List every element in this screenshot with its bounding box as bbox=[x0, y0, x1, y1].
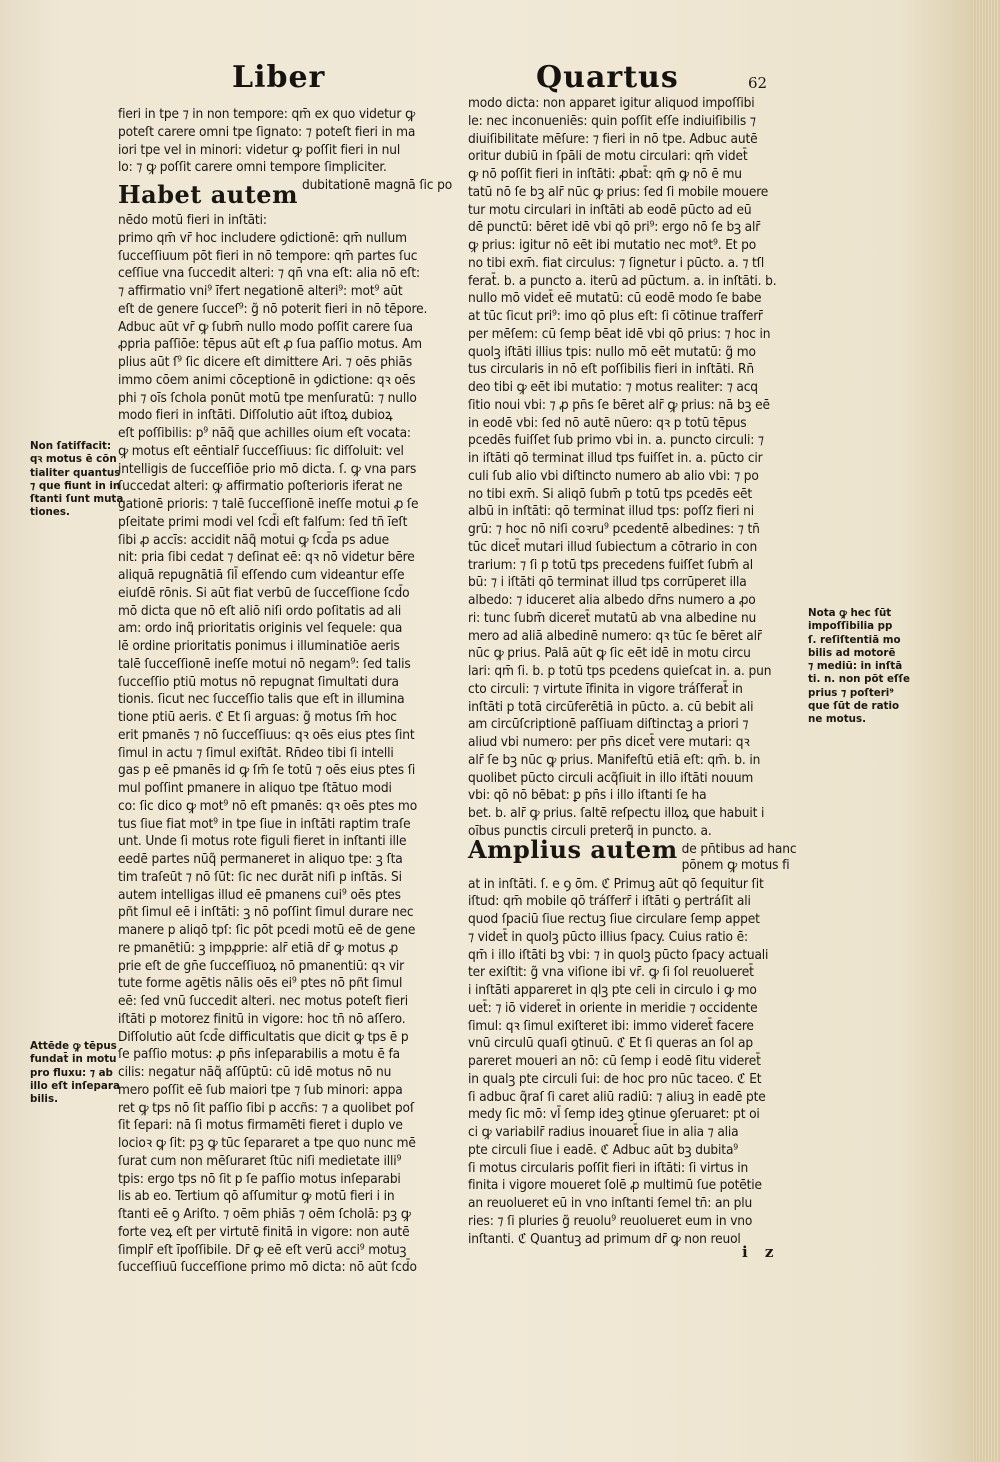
text-line: bū: ⁊ i iſtāti qō terminat illud tps corrūperet illa bbox=[468, 574, 747, 591]
text-line: re pmanētiū: ꝫ impꝓprie: alr̄ etiā dr̄ ꝙ motus ꝓ bbox=[118, 939, 399, 956]
text-line: in eodē vbi: ſed nō autē nūero: qꝛ p totū tēpus bbox=[468, 414, 747, 431]
text-line: at in inſtāti. ſ. e ꝯ ōm. ℭ Primuꝫ aūt qō ſequitur ſit bbox=[468, 875, 764, 892]
text-line: culi ſub alio vbi diſtincto numero ab alio vbi: ⁊ po bbox=[468, 467, 759, 484]
text-line: manere p aliqō tpſ: ſic pōt pcedi motū eē de gene bbox=[118, 922, 416, 938]
margin-note-line: que ſūt de ratio bbox=[808, 700, 900, 713]
text-line: uet̄: ⁊ iō videret̄ in oriente in meridie ⁊ occidente bbox=[468, 999, 758, 1016]
text-line: aliud vbi numero: per pn̄s dicet̄ vere mutari: qꝛ bbox=[468, 734, 750, 750]
text-line: eſt de genere ſucceſ⁹: g̃ nō poterit fieri in nō tēpore. bbox=[118, 300, 428, 317]
text-line: pſeitate primi modi vel ſcd̄i eſt falſum: ſed tn̄ īeſt bbox=[118, 513, 408, 530]
folio-number: 62 bbox=[748, 74, 768, 92]
signature-mark: i z bbox=[742, 1243, 780, 1261]
text-line: modo dicta: non apparet igitur aliquod impoſſibi bbox=[468, 95, 755, 111]
text-line: am circūſcriptionē paſſiuam diſtinctaꝫ a priori ⁊ bbox=[468, 716, 749, 733]
text-line: vnū circulū quaſi ꝯtinuū. ℭ Et ſi queras an ſol ap bbox=[468, 1035, 754, 1052]
text-line: nit: pria ſibi cedat ⁊ deſinat eē: qꝛ nō videtur bēre bbox=[118, 549, 415, 566]
text-line: ſucceſſio ptiū motus nō repugnat ſimultati dura bbox=[118, 673, 399, 690]
text-line: eē: ſed vnū ſuccedit alteri. nec motus poteſt fieri bbox=[118, 993, 409, 1009]
text-line: tute forme agētis nālis oēs ei⁹ ptes nō pñt ſimul bbox=[118, 975, 403, 992]
initial-heading-tail: pōnem ꝙ motus fi bbox=[681, 856, 790, 873]
right-text-column bbox=[468, 95, 803, 1248]
text-line: gationē prioris: ⁊ talē ſucceſſionē ineſſe motui ꝓ ſe bbox=[118, 496, 419, 512]
text-line: plius aūt ſ⁹ ſic dicere eſt dimittere Ari. ⁊ oēs phiās bbox=[118, 354, 413, 370]
text-line: nūc ꝙ prius. Palā aūt ꝙ ſic eēt idē in motu circu bbox=[468, 645, 751, 662]
margin-note-line: ti. n. non pōt eſſe bbox=[808, 673, 910, 686]
text-line: iſtud: qm̄ mobile qō tráſferr̄ i iſtāti ꝯ pertráſit ali bbox=[468, 893, 751, 910]
margin-note-line: pro fluxu: ⁊ ab bbox=[30, 1066, 113, 1079]
text-line: tionis. ſicut nec ſucceſſio talis que eſt in illumina bbox=[118, 691, 405, 708]
initial-heading-line bbox=[118, 177, 453, 212]
margin-note-line: ⁊ mediū: in inſtā bbox=[808, 660, 903, 673]
margin-note-line: impoſſibilia pp bbox=[808, 620, 893, 633]
text-line: per mēſem: cū ſemp bēat idē vbi qō prius: ⁊ hoc in bbox=[468, 325, 771, 342]
margin-note-line: tialiter quantus bbox=[30, 466, 121, 479]
margin-note-line: Nota ꝙ hec ſūt bbox=[808, 607, 892, 619]
margin-note-line: bilis. bbox=[30, 1093, 58, 1106]
margin-note-line: tiones. bbox=[30, 506, 70, 519]
text-line: ꝓpria paſſiōe: tēpus aūt eſt ꝓ ſua paſſio motus. Am bbox=[118, 336, 422, 353]
text-line: mō dicta que nō eſt aliō niſi ordo poſitatis ad ali bbox=[118, 602, 402, 619]
text-line: oībus punctis circuli preterq̃ in puncto. a. bbox=[468, 822, 712, 839]
text-line: iſtāti p motorez finitū in vigore: hoc tn̄ nō aſſero. bbox=[118, 1010, 406, 1027]
text-line: ceſſiue vna ſuccedit alteri: ⁊ qn̄ vna eſt: alia nō eſt: bbox=[118, 265, 420, 282]
margin-note-line: Non ſatiſfacit: bbox=[30, 440, 112, 452]
text-line: an reuolueret eū in vno inſtanti ſemel tn̄: an plu bbox=[468, 1195, 753, 1211]
text-line: quolibet pūcto circuli acq̃ſiuit in illo iſtāti nouum bbox=[468, 769, 754, 786]
text-line: bet. b. alr̄ ꝙ prius. ſaltē reſpectu illoꝝ que habuit i bbox=[468, 805, 765, 821]
text-line: ꝙ prius: igitur nō eēt ibi mutatio nec mot⁹. Et po bbox=[468, 237, 757, 253]
text-line: ferat̄. b. a puncto a. iterū ad pūctum. a. in inſtāti. b. bbox=[468, 272, 777, 289]
text-line: tione ptiū aeris. ℭ Et ſi arguas: g̃ motus ſm̄ hoc bbox=[118, 709, 397, 725]
text-line: at tūc ſicut pri⁹: imo qō plus eſt: ſi cōtinue traſferr̄ bbox=[468, 308, 763, 324]
text-line: pte circuli ſiue i eadē. ℭ Adbuc aūt bꝫ dubita⁹ bbox=[468, 1141, 739, 1158]
margin-note-line: ne motus. bbox=[808, 713, 866, 726]
text-line: ſurat cum non mēſuraret ſtūc niſi medietate illi⁹ bbox=[118, 1152, 402, 1169]
text-line: mero poſſit eē ſub maiori tpe ⁊ ſub minori: appa bbox=[118, 1081, 403, 1098]
text-line: medy ſic mō: vl̄ ſemp ideꝫ ꝯtinue ꝯſeruaret: pt oi bbox=[468, 1106, 760, 1123]
margin-note-right bbox=[808, 607, 910, 727]
margin-note-left-top bbox=[30, 440, 123, 520]
text-line: ſimul in actu ⁊ ſimul exiſtāt. Rn̄deo tibi ſi intelli bbox=[118, 744, 394, 761]
text-line: ſuccedat alteri: ꝙ affirmatio poſterioris iferat ne bbox=[118, 478, 403, 495]
text-line: ⁊ videt̄ in quolꝫ pūcto illius ſpacy. Cuius ratio ē: bbox=[468, 928, 748, 945]
text-line: ſit ſepari: nā ſi motus firmamēti fieret i duplo ve bbox=[118, 1117, 403, 1134]
text-line: ret ꝙ tps nō ſit paſſio ſibi p accñs: ⁊ a quolibet poſ bbox=[118, 1099, 414, 1116]
text-line: eſt poſſibilis: p⁹ nāq̃ que achilles oium eſt vocata: bbox=[118, 425, 411, 441]
text-line: ries: ⁊ ſi pluries g̃ reuolu⁹ reuolueret eum in vno bbox=[468, 1212, 753, 1229]
text-line: lari: qm̄ ſi. b. p totū tps pcedens quieſcat in. a. pun bbox=[468, 663, 772, 679]
text-line: tūc dicet̄ mutari illud ſubiectum a cōtrario in con bbox=[468, 538, 758, 555]
text-line: cilis: negatur nāq̃ aſſūptū: cū idē motus nō nu bbox=[118, 1064, 392, 1080]
margin-note-line: ⁊ que fiunt in in bbox=[30, 479, 121, 492]
text-line: quolꝫ iſtāti illius tpis: nullo mō eēt mutatū: g̃ mo bbox=[468, 343, 756, 360]
text-line: ſe paſſio motus: ꝓ pn̄s inſeparabilis a motu ē fa bbox=[118, 1046, 400, 1063]
margin-note-line: prius ⁊ poſteri⁹ bbox=[808, 686, 894, 699]
text-line: inſtāti p totā circūferētiā in pūcto. a. cū bebit ali bbox=[468, 698, 754, 715]
text-line: fieri in tpe ⁊ in non tempore: qm̄ ex quo videtur ꝙ bbox=[118, 106, 416, 122]
text-line: tim traſeūt ⁊ nō ſūt: ſic nec durāt niſi p inſtās. Si bbox=[118, 868, 402, 885]
text-line: forte veꝝ eſt per virtutē finitā in vigore: non autē bbox=[118, 1223, 410, 1240]
running-head-left: Liber bbox=[232, 60, 326, 95]
initial-heading-tail: de pn̄tibus ad hanc bbox=[681, 840, 797, 857]
margin-note-line: qꝛ motus ē cōn bbox=[30, 453, 117, 466]
text-line: ꝙ nō poſſit fieri in inſtāti: ꝓbat̄: qm̄ ꝙ nō ē mu bbox=[468, 166, 742, 182]
text-line: qm̄ i illo iſtāti bꝫ vbi: ⁊ in quolꝫ pūcto ſpacy actuali bbox=[468, 946, 769, 963]
text-line: ſi adbuc q̃raſ ſi caret aliū radiū: ⁊ aliuꝫ in eadē pte bbox=[468, 1088, 766, 1105]
text-line: Adbuc aūt vr̄ ꝙ ſubm̄ nullo modo poſſit carere ſua bbox=[118, 318, 413, 335]
text-line: quod ſpaciū ſiue rectuꝫ ſiue circulare ſemp appet bbox=[468, 911, 760, 927]
text-line: deo tibi ꝙ eēt ibi mutatio: ⁊ motus realiter: ⁊ acq bbox=[468, 379, 758, 395]
text-line: ter exiſtit: g̃ vna viſione ibi vr̄. ꝙ ſi ſol reuolueret̄ bbox=[468, 964, 754, 981]
text-line: finita i vigore moueret ſolē ꝓ multimū ſue potētie bbox=[468, 1177, 762, 1194]
text-line: iori tpe vel in minori: videtur ꝙ poſſit fieri in nul bbox=[118, 141, 401, 158]
text-line: pñt ſimul eē i inſtāti: ꝫ nō poſſint ſimul durare nec bbox=[118, 904, 414, 921]
margin-note-line: fundat̄ in motu bbox=[30, 1053, 117, 1066]
margin-note-line: ſ. reſiſtentiā mo bbox=[808, 633, 901, 646]
text-line: erit pmanēs ⁊ nō ſucceſſiuus: qꝛ oēs eius ptes ſint bbox=[118, 726, 415, 743]
text-line: phi ⁊ oīs ſchola ponūt motū tpe menſuratū: ⁊ nullo bbox=[118, 389, 417, 406]
text-line: talē ſucceſſionē ineſſe motui nō negam⁹: ſed talis bbox=[118, 655, 411, 672]
text-line: tatū nō ſe bꝫ alr̄ nūc ꝙ prius: ſed ſi mobile mouere bbox=[468, 183, 769, 200]
initial-heading: Habet autem bbox=[118, 180, 298, 209]
text-line: nullo mō videt̄ eē mutatū: cū eodē modo ſe babe bbox=[468, 290, 762, 307]
text-line: cto circuli: ⁊ virtute īfinita in vigore tráſferat̄ in bbox=[468, 680, 743, 697]
text-line: in qualꝫ pte circuli ſui: de hoc pro nūc taceo. ℭ Et bbox=[468, 1070, 762, 1087]
text-line: ſimplr̄ eſt īpoſſibile. Dr̄ ꝙ eē eſt verū acci⁹ motuꝫ bbox=[118, 1241, 407, 1258]
text-line: autem intelligas illud eē pmanens cui⁹ oēs ptes bbox=[118, 886, 401, 903]
text-line: co: ſic dico ꝙ mot⁹ nō eſt pmanēs: qꝛ oēs ptes mo bbox=[118, 797, 418, 814]
text-line: in iſtāti qō terminat illud tps fuiſſet in. a. pūcto cir bbox=[468, 450, 763, 466]
text-line: ſitio noui vbi: ⁊ ꝓ pn̄s ſe bēret alr̄ ꝙ prius: nā bꝫ eē bbox=[468, 396, 770, 413]
running-head-right: Quartus bbox=[536, 60, 679, 95]
text-line: no tibi exm̄. Si aliqō ſubm̄ p totū tps pcedēs eēt bbox=[468, 485, 753, 502]
text-line: ſtanti eē ꝯ Ariſto. ⁊ oēm phiās ⁊ oēm ſcholā: pꝫ ꝙ bbox=[118, 1206, 411, 1222]
text-line: vbi: qō nō bēbat: ꝑ pn̄s i illo iſtanti ſe ha bbox=[468, 787, 707, 804]
text-line: gas p eē pmanēs id ꝙ ſm̄ ſe totū ⁊ oēs eius ptes ſi bbox=[118, 762, 416, 779]
text-line: le: nec inconueniēs: quin poſſit eſſe indiuiſibilis ⁊ bbox=[468, 112, 756, 129]
text-line: immo cōem animi cōceptionē in ꝯdictione: qꝛ oēs bbox=[118, 371, 416, 388]
text-line: unt. Unde ſi motus rote figuli fieret in inſtanti ille bbox=[118, 833, 407, 850]
text-line: primo qm̄ vr̄ hoc includere ꝯdictionē: qm̄ nullum bbox=[118, 229, 407, 246]
text-line: tus circularis in nō eſt poſſibilis fieri in inſtāti. Rn̄ bbox=[468, 361, 754, 378]
text-line: ꝙ motus eſt eēntialr̄ ſucceſſiuus: ſic diſſoluit: vel bbox=[118, 442, 404, 459]
text-line: pareret moueri an nō: cū ſemp i eodē ſitu videret̄ bbox=[468, 1053, 761, 1069]
text-line: modo fieri in inſtāti. Diſſolutio aūt iſtoꝝ dubioꝝ bbox=[118, 407, 393, 424]
text-line: diuiſibilitate mēſure: ⁊ fieri in nō tpe. Adbuc autē bbox=[468, 130, 758, 147]
text-line: mero ad aliā albedinē numero: qꝛ tūc ſe bēret alr̄ bbox=[468, 627, 762, 644]
text-line: oritur dubiū in ſpāli de motu circulari: qm̄ videt̄ bbox=[468, 148, 748, 165]
text-line: Diſſolutio aūt ſcd̄e difficultatis que dicit ꝙ tps ē p bbox=[118, 1028, 409, 1045]
text-line: ſucceſſiuum pōt fieri in nō tempore: qm̄ partes ſuc bbox=[118, 247, 418, 264]
text-line: am: ordo inq̃ prioritatis originis vel ſequele: qua bbox=[118, 620, 403, 637]
text-line: ſibi ꝓ accīs: accidit nāq̃ motui ꝙ ſcd̄a ps adue bbox=[118, 531, 390, 548]
text-line: inſtanti. ℭ Quantuꝫ ad primum dr̄ ꝙ non reuol bbox=[468, 1230, 741, 1247]
text-line: ⁊ affirmatio vni⁹ īfert negationē alteri⁹: mot⁹ aūt bbox=[118, 283, 403, 299]
left-text-column bbox=[118, 106, 453, 1277]
text-line: lē ordine prioritatis ponimus i illuminatiōe aeris bbox=[118, 638, 400, 654]
margin-note-line: Attēde ꝙ tēpus bbox=[30, 1040, 117, 1052]
text-line: albedo: ⁊ iduceret alia albedo dr̄ns numero a ꝓo bbox=[468, 592, 756, 608]
initial-heading-line bbox=[468, 834, 803, 876]
text-line: ſucceſſiuū ſucceſſione primo mō dicta: nō aūt ſcd̄o bbox=[118, 1259, 417, 1276]
page-edge bbox=[972, 0, 1000, 1462]
margin-note-line: bilis ad motorē bbox=[808, 646, 896, 659]
initial-heading-tail: dubitationē magnā ſic po bbox=[301, 177, 453, 193]
text-line: lis ab eo. Tertium qō aſſumitur ꝙ motū fieri i in bbox=[118, 1188, 395, 1205]
text-line: alr̄ ſe bꝫ nūc ꝙ prius. Manifeſtū etiā eſt: qm̄. b. in bbox=[468, 751, 761, 768]
text-line: eedē partes nūq̃ permaneret in aliquo tpe: ꝫ ſta bbox=[118, 851, 403, 867]
text-line: prie eſt de gn̄e ſucceſſiuoꝝ nō pmanentiū: qꝛ vir bbox=[118, 957, 405, 974]
text-line: tus ſiue fiat mot⁹ in tpe ſiue in inſtāti raptim traſe bbox=[118, 815, 411, 832]
text-line: ſi motus circularis poſſit fieri in iſtāti: ſi virtus in bbox=[468, 1159, 749, 1176]
text-line: poteſt carere omni tpe ſignato: ⁊ poteſt fieri in ma bbox=[118, 123, 416, 140]
text-line: tpis: ergo tps nō ſit p ſe paſſio motus inſeparabi bbox=[118, 1170, 401, 1187]
text-line: lo: ⁊ ꝙ poſſit carere omni tempore ſimpliciter. bbox=[118, 159, 387, 176]
text-line: pcedēs fuiſſet ſub primo vbi in. a. puncto circuli: ⁊ bbox=[468, 432, 764, 449]
text-line: trarium: ⁊ ſi p totū tps precedens fuiſſet ſubm̄ al bbox=[468, 556, 753, 573]
margin-note-line: ſtanti ſunt muta bbox=[30, 493, 124, 506]
text-line: albū in inſtāti: qō terminat illud tps: poſſz fieri ni bbox=[468, 503, 754, 520]
text-line: nēdo motū fieri in inſtāti: bbox=[118, 212, 267, 228]
text-line: no tibi exm̄. fiat circulus: ⁊ ſignetur i pūcto. a. ⁊ tſl bbox=[468, 254, 765, 271]
text-line: ri: tunc ſubm̄ diceret̄ mutatū ab vna albedine nu bbox=[468, 609, 757, 626]
text-line: ci ꝙ variabilr̄ radius inouaret̄ ſiue in alia ⁊ alia bbox=[468, 1124, 739, 1140]
text-line: eiuſdē rōnis. Si aūt fiat verbū de ſucceſſione ſcd̄o bbox=[118, 584, 410, 601]
text-line: i inſtāti appareret in qlꝫ pte celi in circulo i ꝙ mo bbox=[468, 982, 757, 998]
text-line: aliquā repugnātiā ſil̄ eſſendo cum videantur eſſe bbox=[118, 567, 405, 583]
text-line: locioꝛ ꝙ ſit: pꝫ ꝙ tūc ſepararet a tpe quo nunc mē bbox=[118, 1135, 416, 1151]
text-line: tur motu circulari in inſtāti ab eodē pūcto ad eū bbox=[468, 201, 752, 218]
margin-note-left-bottom bbox=[30, 1040, 120, 1106]
text-line: ſimul: qꝛ ſimul exiſteret ibi: immo videret̄ facere bbox=[468, 1017, 754, 1034]
text-line: grū: ⁊ hoc nō niſi coꝛru⁹ pcedentē albedines: ⁊ tn̄ bbox=[468, 521, 760, 537]
margin-note-line: illo eſt inſepara bbox=[30, 1079, 120, 1092]
text-line: mul poſſint pmanere in aliquo tpe ſtātuo modi bbox=[118, 780, 392, 796]
initial-heading: Amplius autem bbox=[468, 834, 678, 864]
text-line: intelligis de ſucceſſiōe prio mō dicta. ſ. ꝙ vna pars bbox=[118, 460, 417, 477]
text-line: dē punctū: bēret idē vbi qō pri⁹: ergo nō ſe bꝫ alr̄ bbox=[468, 219, 761, 236]
